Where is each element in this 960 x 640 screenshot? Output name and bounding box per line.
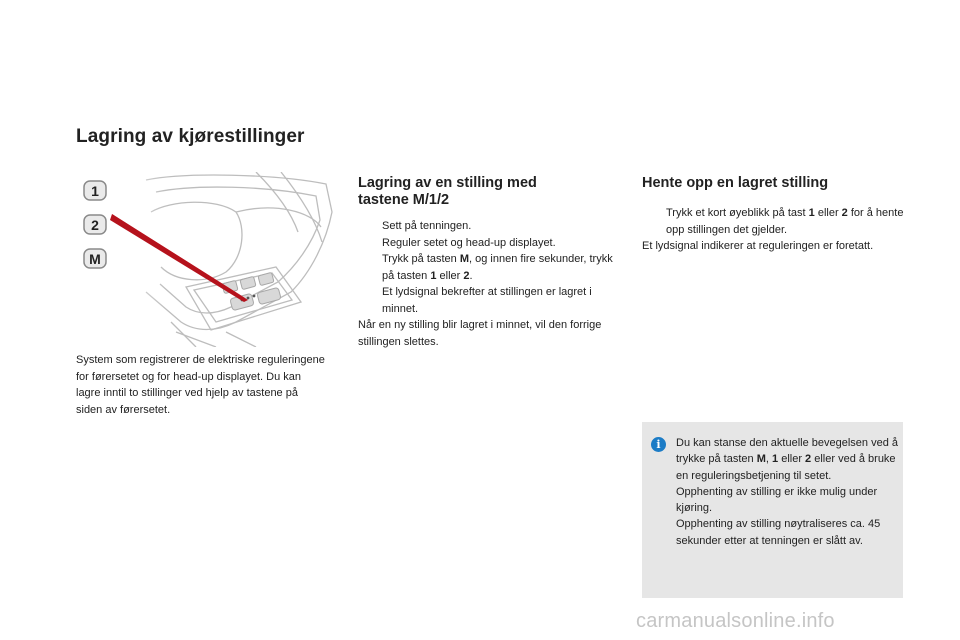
figure-caption: System som registrerer de elektriske reguleringene for førersetet og for head-up displayet. Du kan lagre inntil to stillinger ved hjelp av tastene på siden av førersetet. xyxy=(76,354,325,416)
store-heading: Lagring av en stilling med tastene M/1/2 xyxy=(358,175,537,208)
step-text: . xyxy=(469,269,473,282)
watermark: carmanualsonline.info xyxy=(636,610,835,632)
list-item xyxy=(358,251,622,317)
key-ref: 1 xyxy=(772,453,779,466)
key-ref: 1 xyxy=(430,269,437,282)
list-item xyxy=(358,218,622,235)
recall-steps xyxy=(642,205,906,238)
step-text: Sett på tenningen. xyxy=(382,220,472,232)
list-item xyxy=(642,205,906,238)
note-line: Opphenting av stilling er ikke mulig under kjøring. xyxy=(676,485,878,515)
key-2-label: 2 xyxy=(91,217,99,233)
key-m-icon xyxy=(84,249,106,268)
list-item xyxy=(358,235,622,252)
note-segment: eller ved å bruke en reguleringsbetjening til setet. xyxy=(676,453,896,482)
recall-heading: Hente opp en lagret stilling xyxy=(642,175,829,191)
step-text: Reguler setet og head-up displayet. xyxy=(382,236,556,249)
key-ref: 2 xyxy=(841,207,848,219)
key-1-icon xyxy=(84,181,106,200)
info-icon: i xyxy=(651,437,666,452)
key-ref: M xyxy=(756,453,766,466)
step-text: , og innen fire sekunder, trykk på tasten xyxy=(382,253,613,282)
page-title: Lagring av kjørestillinger xyxy=(76,126,305,147)
store-after-text: Når en ny stilling blir lagret i minnet, vil den forrige stillingen slettes. xyxy=(358,319,602,348)
step-text: eller xyxy=(814,207,842,219)
note-segment: , xyxy=(765,453,773,466)
key-ref: M xyxy=(459,253,470,265)
key-ref: 1 xyxy=(808,207,815,219)
key-ref: 2 xyxy=(463,269,470,282)
key-m-label: M xyxy=(89,251,101,267)
key-ref: 2 xyxy=(805,453,812,466)
recall-section-body xyxy=(642,205,906,255)
step-text: for å hente opp stillingen det gjelder. xyxy=(666,207,904,236)
store-section-body xyxy=(358,218,622,350)
step-text: Trykk på tasten xyxy=(382,253,460,265)
key-1-label: 1 xyxy=(91,183,99,199)
step-text: eller xyxy=(436,269,464,282)
store-steps xyxy=(358,218,622,317)
note-segment: eller xyxy=(778,453,806,466)
note-text xyxy=(676,435,898,549)
recall-after-text: Et lydsignal indikerer at reguleringen er foretatt. xyxy=(642,240,874,252)
seat-illustration xyxy=(76,172,338,347)
note-line: Opphenting av stilling nøytraliseres ca. 45 sekunder etter at tenningen er slått av. xyxy=(676,518,881,547)
key-2-icon xyxy=(84,215,106,234)
step-text: Trykk et kort øyeblikk på tast xyxy=(666,207,809,219)
note-segment: Du kan stanse den aktuelle bevegelsen ved å trykke på tasten xyxy=(676,437,898,466)
step-text: Et lydsignal bekrefter at stillingen er lagret i minnet. xyxy=(382,286,592,315)
